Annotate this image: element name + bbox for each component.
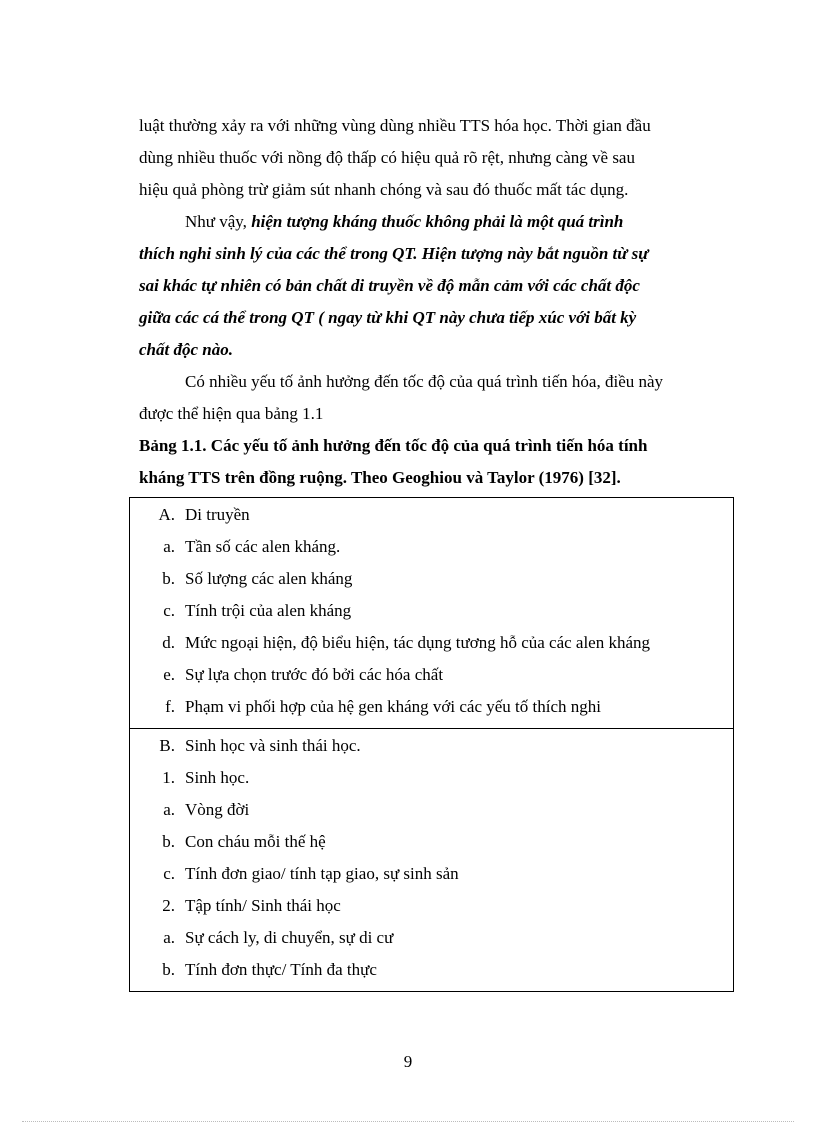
paragraph-line: Có nhiều yếu tố ảnh hưởng đến tốc độ của quá trình tiến hóa, điều này — [185, 372, 664, 391]
row-marker: A. — [158, 505, 175, 524]
row-marker: 1. — [162, 768, 175, 787]
row-text: Sinh học. — [185, 768, 250, 787]
paragraph-line: dùng nhiều thuốc với nồng độ thấp có hiệu quả rõ rệt, nhưng càng về sau — [139, 148, 635, 167]
paragraph-line — [139, 206, 729, 238]
emphasis-line: sai khác tự nhiên có bản chất di truyền về độ mẫn cảm với các chất độc — [139, 276, 640, 295]
emphasis-line: thích nghi sinh lý của các thể trong QT. Hiện tượng này bắt nguồn từ sự — [139, 244, 649, 263]
row-marker: b. — [162, 569, 175, 588]
emphasis-line: chất độc nào. — [139, 340, 233, 359]
table-row — [130, 795, 733, 827]
row-text: Di truyền — [185, 505, 250, 524]
row-text: Tính đơn thực/ Tính đa thực — [185, 960, 377, 979]
row-marker: a. — [163, 928, 175, 947]
row-text: Mức ngoại hiện, độ biểu hiện, tác dụng tương hỗ của các alen kháng — [185, 633, 651, 652]
row-marker: b. — [162, 832, 175, 851]
table-row — [130, 827, 733, 859]
row-text: Tần số các alen kháng. — [185, 537, 341, 556]
row-marker: a. — [163, 800, 175, 819]
table-row — [130, 891, 733, 923]
paragraph-line: được thể hiện qua bảng 1.1 — [139, 404, 324, 423]
caption-line: kháng TTS trên đồng ruộng. Theo Geoghiou và Taylor (1976) [32]. — [139, 468, 621, 487]
row-marker: c. — [163, 864, 175, 883]
table-section-genetics — [130, 498, 733, 728]
factors-table — [129, 497, 734, 992]
emphasis-text: hiện tượng kháng thuốc không phải là một quá trình — [251, 212, 624, 231]
page-bottom-divider — [22, 1121, 794, 1122]
row-text: Phạm vi phối hợp của hệ gen kháng với các yếu tố thích nghi — [185, 697, 601, 716]
row-marker: b. — [162, 960, 175, 979]
paragraph-2 — [139, 206, 729, 366]
row-text: Tính trội của alen kháng — [185, 601, 352, 620]
paragraph-line: hiệu quả phòng trừ giảm sút nhanh chóng và sau đó thuốc mất tác dụng. — [139, 180, 629, 199]
row-text: Con cháu mỗi thế hệ — [185, 832, 326, 851]
table-row — [130, 564, 733, 596]
table-row — [130, 532, 733, 564]
table-row — [130, 660, 733, 692]
paragraph-3 — [139, 366, 729, 430]
paragraph-1 — [139, 110, 729, 206]
paragraph-lead: Như vậy, — [185, 212, 252, 231]
page-number: 9 — [403, 1052, 413, 1071]
paragraph-line: luật thường xảy ra với những vùng dùng nhiều TTS hóa học. Thời gian đầu — [139, 116, 651, 135]
table-row — [130, 763, 733, 795]
table-row — [130, 923, 733, 955]
row-marker: c. — [163, 601, 175, 620]
row-text: Số lượng các alen kháng — [185, 569, 353, 588]
table-row — [130, 596, 733, 628]
row-marker: a. — [163, 537, 175, 556]
table-row — [130, 692, 733, 724]
row-text: Vòng đời — [185, 800, 250, 819]
row-text: Sự lựa chọn trước đó bởi các hóa chất — [185, 665, 444, 684]
table-row — [130, 500, 733, 532]
row-marker: f. — [165, 697, 175, 716]
row-text: Tập tính/ Sinh thái học — [185, 896, 341, 915]
table-row — [130, 955, 733, 987]
table-row — [130, 859, 733, 891]
row-text: Sinh học và sinh thái học. — [185, 736, 361, 755]
row-text: Tính đơn giao/ tính tạp giao, sự sinh sản — [185, 864, 459, 883]
row-text: Sự cách ly, di chuyển, sự di cư — [185, 928, 394, 947]
table-row — [130, 628, 733, 660]
row-marker: B. — [159, 736, 175, 755]
table-caption — [139, 430, 729, 494]
row-marker: e. — [163, 665, 175, 684]
caption-line: Bảng 1.1. Các yếu tố ảnh hưởng đến tốc độ của quá trình tiến hóa tính — [139, 436, 648, 455]
row-marker: 2. — [162, 896, 175, 915]
row-marker: d. — [162, 633, 175, 652]
table-section-biology — [130, 728, 733, 991]
table-row — [130, 731, 733, 763]
emphasis-line: giữa các cá thể trong QT ( ngay từ khi QT này chưa tiếp xúc với bất kỳ — [139, 308, 637, 327]
